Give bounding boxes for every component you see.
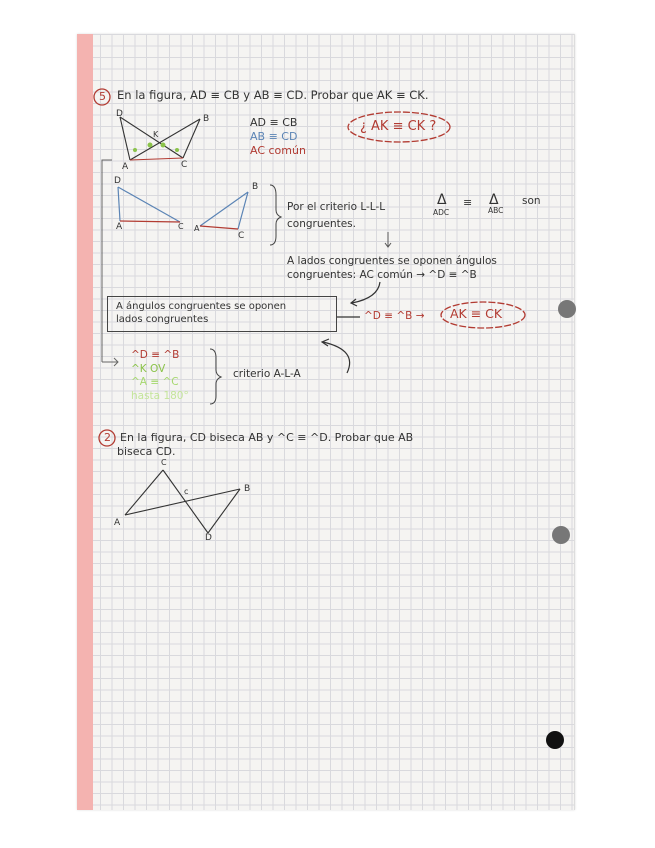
arrow [323, 342, 350, 373]
problem2-line2: biseca CD. [117, 445, 176, 458]
p2-label-c: c [184, 487, 189, 496]
given-1: AD ≡ CB [250, 116, 298, 129]
given-3: AC común [250, 144, 306, 157]
step2-line1: A lados congruentes se oponen ángulos [287, 255, 497, 267]
problem-number: 5 [99, 90, 106, 103]
list-item-4: hasta 180° [131, 390, 189, 402]
p2-label-A: A [114, 518, 121, 528]
p2-label-C: C [161, 458, 167, 467]
triangle-symbol: Δ [489, 192, 499, 208]
triangle-adc-label: ADC [433, 208, 450, 217]
boxed-line1: A ángulos congruentes se oponen [116, 301, 287, 312]
label-C: C [181, 160, 188, 170]
result-goal: AK ≡ CK [450, 306, 503, 321]
figure-bowtie [120, 117, 200, 160]
brace [270, 185, 281, 245]
label-D2: D [114, 176, 121, 186]
criterion-lll: Por el criterio L-L-L [287, 201, 386, 213]
step2-line2: congruentes: AC común → ^D ≡ ^B [287, 269, 477, 281]
arrow [352, 282, 380, 303]
p2-label-D: D [205, 533, 212, 543]
label-B2: B [252, 182, 259, 192]
goal-text: ¿ AK ≡ CK ? [360, 119, 437, 134]
given-2: AB ≡ CD [250, 130, 298, 143]
label-K: K [153, 130, 159, 139]
list-item-1: ^D ≡ ^B [131, 349, 180, 361]
problem2-line1: En la figura, CD biseca AB y ^C ≡ ^D. Probar que AB [120, 431, 414, 444]
triangle-abc-label: ABC [488, 206, 504, 215]
brace [210, 349, 221, 404]
label-A3: A [194, 224, 200, 233]
label-C2: C [178, 222, 184, 231]
label-A2: A [116, 222, 123, 232]
criterion-ala: criterio A-L-A [233, 368, 301, 380]
triangle-adc [118, 187, 180, 222]
list-item-3: ^A ≡ ^C [131, 376, 179, 388]
boxed-line2: lados congruentes [116, 314, 209, 325]
label-B: B [203, 114, 210, 124]
label-C3: C [238, 231, 245, 241]
label-A: A [122, 162, 129, 172]
congruentes-word: congruentes. [287, 218, 356, 230]
triangle-abc [200, 192, 248, 229]
p2-label-B: B [244, 484, 251, 494]
son-word: son [522, 195, 541, 207]
congruent-sign: ≡ [463, 196, 473, 209]
problem-statement: En la figura, AD ≡ CB y AB ≡ CD. Probar que AK ≡ CK. [117, 88, 429, 102]
triangle-symbol: Δ [437, 192, 447, 208]
problem-number: 2 [104, 431, 111, 444]
figure-problem2 [125, 470, 240, 533]
result-angles: ^D ≡ ^B → [364, 310, 425, 322]
label-D: D [116, 109, 123, 119]
list-item-2: ^K OV [131, 363, 166, 375]
